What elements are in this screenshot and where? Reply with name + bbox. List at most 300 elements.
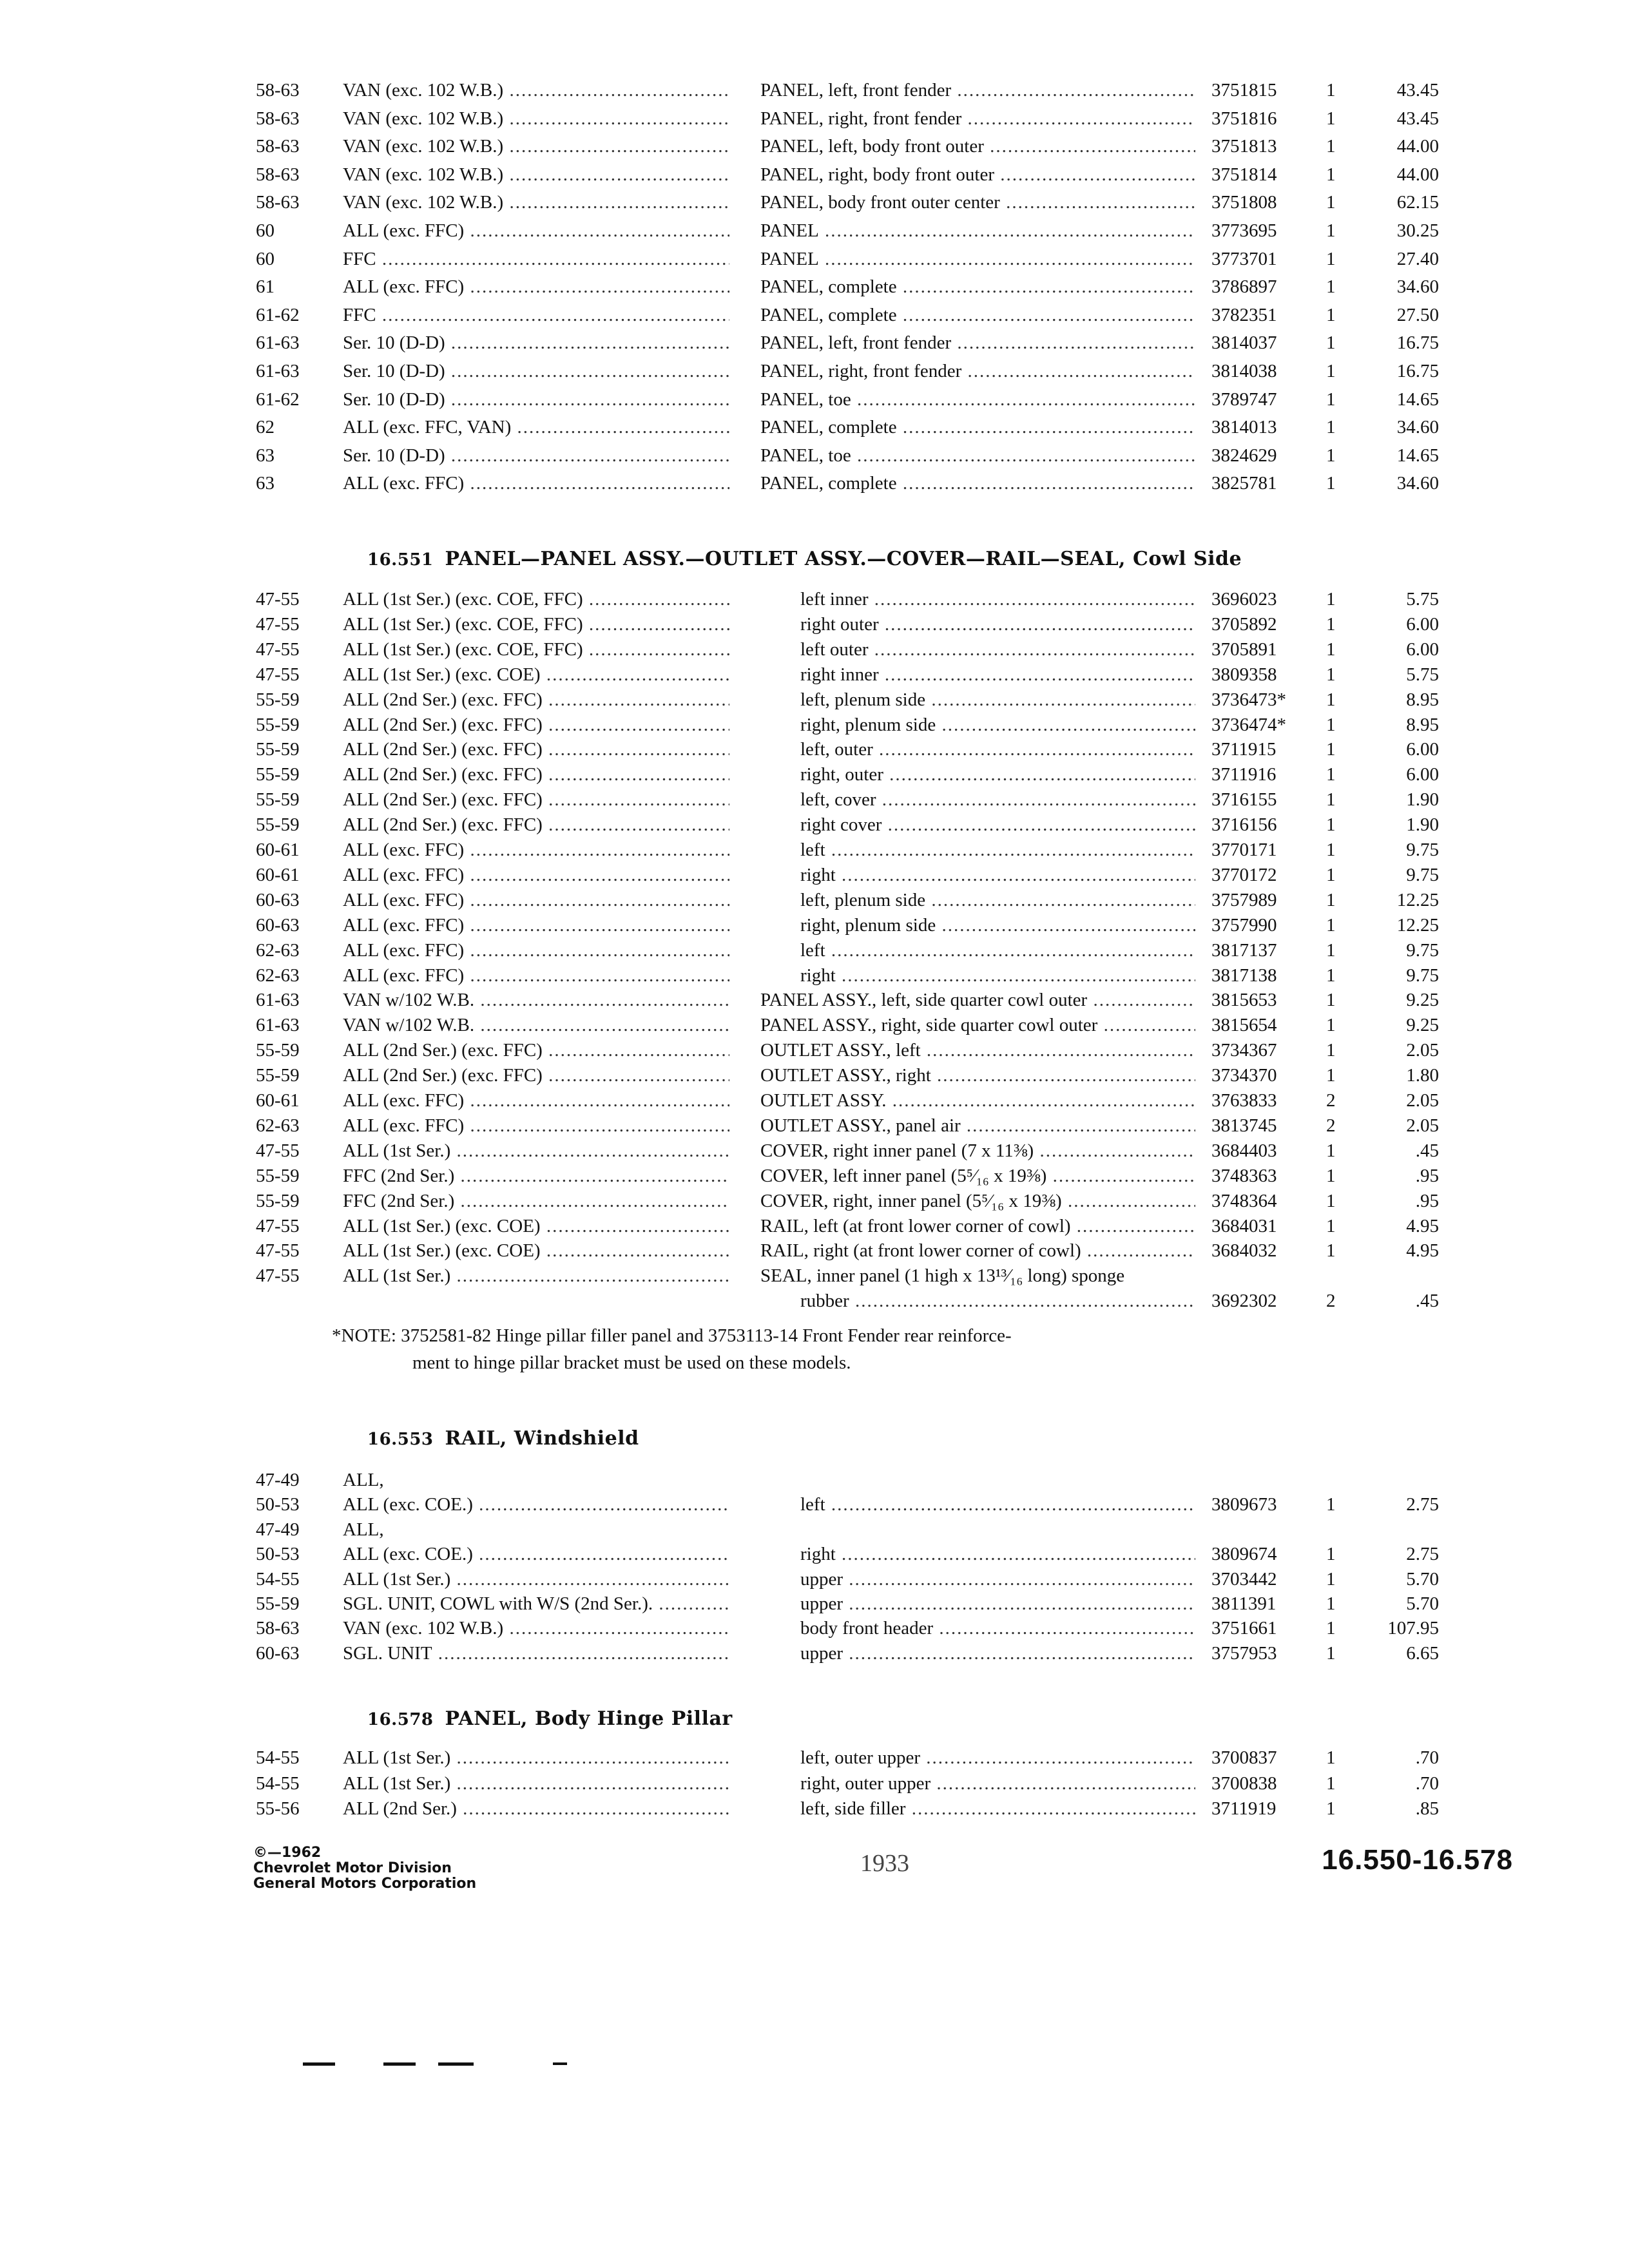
quantity: 1	[1326, 1015, 1336, 1036]
table-row	[0, 1771, 1629, 1796]
table-row	[0, 162, 1629, 187]
description: upper .....	[800, 1566, 1195, 1592]
year-range: 60-63	[256, 889, 300, 910]
quantity: 1	[1326, 332, 1336, 354]
description: PANEL, left, body front outer .....	[760, 133, 1195, 159]
table-row	[0, 1012, 1629, 1038]
model: ALL (exc. FFC) .....	[343, 937, 729, 963]
table-row	[0, 189, 1629, 215]
table-row	[0, 687, 1629, 713]
description: left, plenum side .....	[800, 687, 1195, 713]
model: ALL (1st Ser.) (exc. COE) .....	[343, 1238, 729, 1264]
model: ALL (exc. FFC) .....	[343, 470, 729, 496]
quantity: 1	[1326, 990, 1336, 1011]
table-row	[0, 1640, 1629, 1666]
quantity: 1	[1326, 1190, 1336, 1211]
footnote-line-2: ment to hinge pillar bracket must be used on these models.	[412, 1352, 851, 1373]
part-number: 3757953	[1211, 1642, 1277, 1664]
year-range: 58-63	[256, 192, 300, 213]
price: 1.80	[1406, 1065, 1439, 1086]
part-number: 3705892	[1211, 613, 1277, 635]
price: 43.45	[1396, 108, 1439, 129]
footnote-line-1: *NOTE: 3752581-82 Hinge pillar filler panel and 3753113-14 Front Fender rear reinforce-	[332, 1325, 1012, 1346]
quantity: 1	[1326, 965, 1336, 986]
price: .95	[1415, 1190, 1439, 1211]
quantity: 1	[1326, 689, 1336, 710]
description: SEAL, inner panel (1 high x 13¹³⁄₁₆ long) sponge	[760, 1265, 1125, 1287]
year-range: 55-59	[256, 764, 300, 785]
description: RAIL, right (at front lower corner of cowl) .....	[760, 1238, 1195, 1264]
price: 6.00	[1406, 639, 1439, 660]
quantity: 1	[1326, 1240, 1336, 1262]
model: VAN (exc. 102 W.B.) .....	[343, 77, 729, 103]
price: 27.40	[1396, 248, 1439, 269]
quantity: 1	[1326, 220, 1336, 241]
model: ALL (2nd Ser.) (exc. FFC) .....	[343, 812, 729, 838]
table-row	[0, 1566, 1629, 1592]
description: right cover .....	[800, 812, 1195, 838]
description: COVER, right, inner panel (5⁵⁄₁₆ x 19⅜) .....	[760, 1188, 1195, 1214]
description: left, plenum side .....	[800, 887, 1195, 913]
year-range: 50-53	[256, 1494, 300, 1515]
price: 27.50	[1396, 304, 1439, 325]
description: right .....	[800, 963, 1195, 988]
price: .70	[1415, 1773, 1439, 1794]
table-row	[0, 862, 1629, 888]
year-range: 47-55	[256, 664, 300, 685]
table-row	[0, 218, 1629, 244]
year-range: 50-53	[256, 1544, 300, 1565]
part-number: 3711915	[1211, 739, 1277, 760]
part-number: 3757990	[1211, 914, 1277, 936]
quantity: 1	[1326, 136, 1336, 157]
year-range: 55-59	[256, 1040, 300, 1061]
publisher-block	[253, 1845, 476, 1892]
year-range: 63	[256, 445, 275, 466]
description-continued: rubber .....	[800, 1288, 1195, 1314]
table-row	[0, 1138, 1629, 1164]
price: 6.65	[1406, 1642, 1439, 1664]
section-title: RAIL, Windshield	[445, 1427, 639, 1450]
description: left .....	[800, 1492, 1195, 1517]
table-row	[0, 712, 1629, 738]
part-number: 3684403	[1211, 1140, 1277, 1161]
model: VAN (exc. 102 W.B.) .....	[343, 133, 729, 159]
price: 1.90	[1406, 814, 1439, 836]
part-number: 3770172	[1211, 864, 1277, 885]
description: PANEL, left, front fender .....	[760, 330, 1195, 356]
part-number: 3786897	[1211, 276, 1277, 298]
description: right .....	[800, 862, 1195, 888]
table-row	[0, 470, 1629, 496]
section-title: PANEL, Body Hinge Pillar	[445, 1707, 733, 1730]
price: 8.95	[1406, 714, 1439, 735]
model: ALL (exc. FFC) .....	[343, 912, 729, 938]
description: left inner .....	[800, 586, 1195, 612]
year-range: 63	[256, 473, 275, 494]
model: ALL (2nd Ser.) (exc. FFC) .....	[343, 736, 729, 762]
table-row	[0, 1213, 1629, 1239]
model: VAN (exc. 102 W.B.) .....	[343, 189, 729, 215]
description: OUTLET ASSY., right .....	[760, 1062, 1195, 1088]
table-row	[0, 1238, 1629, 1264]
part-number: 3751813	[1211, 136, 1277, 157]
description: PANEL, right, front fender .....	[760, 358, 1195, 384]
price: 8.95	[1406, 689, 1439, 710]
description: PANEL .....	[760, 246, 1195, 272]
table-row	[0, 662, 1629, 687]
section-range: 16.550-16.578	[1322, 1844, 1513, 1876]
price: 16.75	[1396, 361, 1439, 381]
table-row-continued	[0, 1288, 1629, 1314]
section-heading-16-551	[367, 548, 1242, 570]
part-number: 3736473*	[1211, 689, 1286, 710]
description: OUTLET ASSY., panel air .....	[760, 1113, 1195, 1139]
quantity: 1	[1326, 1544, 1336, 1565]
model: ALL (1st Ser.) .....	[343, 1745, 729, 1771]
quantity: 1	[1326, 889, 1336, 910]
year-range: 55-59	[256, 1065, 300, 1086]
quantity: 1	[1326, 304, 1336, 325]
part-number: 3813745	[1211, 1115, 1277, 1136]
table-row	[0, 1492, 1629, 1517]
table-row	[0, 987, 1629, 1013]
model: ALL (exc. COE.) .....	[343, 1492, 729, 1517]
model: ALL,	[343, 1470, 384, 1490]
year-range: 62-63	[256, 1115, 300, 1136]
model: SGL. UNIT, COWL with W/S (2nd Ser.). .....	[343, 1591, 729, 1617]
part-number: 3809673	[1211, 1494, 1277, 1515]
model: ALL (2nd Ser.) (exc. FFC) .....	[343, 1037, 729, 1063]
table-row	[0, 887, 1629, 913]
year-range: 47-55	[256, 1215, 300, 1236]
part-number: 3770171	[1211, 840, 1277, 860]
table-row	[0, 1188, 1629, 1214]
model: FFC .....	[343, 246, 729, 272]
price: 1.90	[1406, 789, 1439, 811]
year-range: 60-63	[256, 914, 300, 936]
quantity: 1	[1326, 814, 1336, 836]
description: right, plenum side .....	[800, 912, 1195, 938]
description: right outer .....	[800, 611, 1195, 637]
part-number: 3809674	[1211, 1544, 1277, 1565]
part-number: 3817138	[1211, 965, 1277, 986]
quantity: 1	[1326, 164, 1336, 185]
section-heading-16-553	[367, 1427, 639, 1450]
section-number: 16.578	[367, 1710, 434, 1729]
model: ALL (1st Ser.) (exc. COE) .....	[343, 662, 729, 687]
model: ALL (1st Ser.) .....	[343, 1138, 729, 1164]
year-range: 60-61	[256, 840, 300, 860]
part-number: 3696023	[1211, 589, 1277, 610]
price: 4.95	[1406, 1240, 1439, 1262]
part-number: 3814038	[1211, 361, 1277, 381]
description: PANEL, complete .....	[760, 414, 1195, 440]
table-row	[0, 1467, 1629, 1493]
part-number: 3782351	[1211, 304, 1277, 325]
model: Ser. 10 (D-D) .....	[343, 358, 729, 384]
quantity: 1	[1326, 389, 1336, 410]
part-number: 3700837	[1211, 1747, 1277, 1768]
description: RAIL, left (at front lower corner of cowl) .....	[760, 1213, 1195, 1239]
year-range: 47-49	[256, 1470, 300, 1490]
price: 107.95	[1387, 1618, 1439, 1639]
table-row	[0, 330, 1629, 356]
year-range: 60-61	[256, 864, 300, 885]
part-number: 3814037	[1211, 332, 1277, 354]
part-number: 3734367	[1211, 1040, 1277, 1061]
model: Ser. 10 (D-D) .....	[343, 387, 729, 412]
price: 9.75	[1406, 840, 1439, 860]
table-row	[0, 762, 1629, 787]
quantity: 1	[1326, 1140, 1336, 1161]
table-row	[0, 812, 1629, 838]
description: right, outer upper .....	[800, 1771, 1195, 1796]
year-range: 47-55	[256, 1140, 300, 1161]
price: 9.25	[1406, 990, 1439, 1011]
quantity: 1	[1326, 1040, 1336, 1061]
quantity: 1	[1326, 939, 1336, 961]
description: left outer .....	[800, 637, 1195, 662]
price: .70	[1415, 1747, 1439, 1768]
price: 9.25	[1406, 1015, 1439, 1036]
model: ALL (exc. FFC) .....	[343, 887, 729, 913]
table-row	[0, 77, 1629, 103]
part-number: 3809358	[1211, 664, 1277, 685]
table-row	[0, 1541, 1629, 1567]
model: ALL (1st Ser.) (exc. COE) .....	[343, 1213, 729, 1239]
year-range: 60-61	[256, 1090, 300, 1111]
description: left .....	[800, 937, 1195, 963]
table-row	[0, 912, 1629, 938]
model: Ser. 10 (D-D) .....	[343, 330, 729, 356]
year-range: 47-49	[256, 1519, 300, 1540]
model: VAN w/102 W.B. .....	[343, 987, 729, 1013]
model: ALL (1st Ser.) (exc. COE, FFC) .....	[343, 611, 729, 637]
year-range: 61-63	[256, 1015, 300, 1036]
quantity: 1	[1326, 473, 1336, 494]
model: ALL (2nd Ser.) (exc. FFC) .....	[343, 762, 729, 787]
year-range: 58-63	[256, 80, 300, 101]
price: 5.75	[1406, 664, 1439, 685]
table-row	[0, 1062, 1629, 1088]
year-range: 54-55	[256, 1568, 300, 1590]
year-range: 60	[256, 220, 275, 241]
year-range: 54-55	[256, 1747, 300, 1768]
division-name: Chevrolet Motor Division	[253, 1860, 452, 1876]
part-number: 3692302	[1211, 1291, 1277, 1312]
price: 16.75	[1396, 332, 1439, 354]
price: .85	[1415, 1798, 1439, 1819]
description: body front header .....	[800, 1615, 1195, 1641]
description: COVER, right inner panel (7 x 11⅜) .....	[760, 1138, 1195, 1164]
quantity: 1	[1326, 1593, 1336, 1614]
price: 34.60	[1396, 417, 1439, 438]
year-range: 61-62	[256, 304, 300, 325]
part-number: 3773695	[1211, 220, 1277, 241]
model: ALL (exc. FFC, VAN) .....	[343, 414, 729, 440]
year-range: 55-59	[256, 814, 300, 836]
price: 2.75	[1406, 1544, 1439, 1565]
year-range: 55-59	[256, 1190, 300, 1211]
part-number: 3751816	[1211, 108, 1277, 129]
table-row	[0, 1088, 1629, 1113]
quantity: 1	[1326, 445, 1336, 466]
model: ALL (exc. FFC) .....	[343, 274, 729, 300]
part-number: 3815654	[1211, 1015, 1277, 1036]
quantity: 1	[1326, 840, 1336, 860]
scan-mark	[553, 2062, 567, 2065]
price: 14.65	[1396, 389, 1439, 410]
model: VAN (exc. 102 W.B.) .....	[343, 1615, 729, 1641]
part-number: 3716155	[1211, 789, 1277, 811]
description: COVER, left inner panel (5⁵⁄₁₆ x 19⅜) .....	[760, 1163, 1195, 1189]
description: PANEL .....	[760, 218, 1195, 244]
section-number: 16.553	[367, 1430, 434, 1449]
price: .45	[1415, 1291, 1439, 1312]
quantity: 1	[1326, 1494, 1336, 1515]
price: 2.05	[1406, 1115, 1439, 1136]
description: PANEL, left, front fender .....	[760, 77, 1195, 103]
model: ALL (exc. FFC) .....	[343, 837, 729, 863]
quantity: 1	[1326, 108, 1336, 129]
year-range: 47-55	[256, 1265, 300, 1287]
year-range: 55-59	[256, 714, 300, 735]
price: 44.00	[1396, 136, 1439, 157]
quantity: 1	[1326, 1215, 1336, 1236]
price: 9.75	[1406, 939, 1439, 961]
table-row	[0, 1796, 1629, 1821]
description: left, side filler .....	[800, 1796, 1195, 1821]
model: ALL (exc. FFC) .....	[343, 963, 729, 988]
model: ALL (1st Ser.) .....	[343, 1566, 729, 1592]
model: VAN (exc. 102 W.B.) .....	[343, 162, 729, 187]
table-row	[0, 963, 1629, 988]
price: 5.70	[1406, 1568, 1439, 1590]
price: 4.95	[1406, 1215, 1439, 1236]
price: 14.65	[1396, 445, 1439, 466]
year-range: 55-56	[256, 1798, 300, 1819]
part-number: 3734370	[1211, 1065, 1277, 1086]
description: PANEL, complete .....	[760, 274, 1195, 300]
part-number: 3814013	[1211, 417, 1277, 438]
table-row	[0, 387, 1629, 412]
price: 9.75	[1406, 864, 1439, 885]
model: FFC (2nd Ser.) .....	[343, 1163, 729, 1189]
price: 2.75	[1406, 1494, 1439, 1515]
description: right inner .....	[800, 662, 1195, 687]
description: PANEL, complete .....	[760, 470, 1195, 496]
part-number: 3824629	[1211, 445, 1277, 466]
table-row	[0, 274, 1629, 300]
model: ALL (exc. FFC) .....	[343, 218, 729, 244]
model: Ser. 10 (D-D) .....	[343, 443, 729, 468]
quantity: 1	[1326, 80, 1336, 101]
year-range: 58-63	[256, 136, 300, 157]
description: right, outer .....	[800, 762, 1195, 787]
quantity: 1	[1326, 1065, 1336, 1086]
description: PANEL, toe .....	[760, 387, 1195, 412]
quantity: 1	[1326, 276, 1336, 298]
description: left, outer upper .....	[800, 1745, 1195, 1771]
table-row	[0, 106, 1629, 131]
part-number: 3748363	[1211, 1165, 1277, 1186]
year-range: 62	[256, 417, 275, 438]
part-number: 3684031	[1211, 1215, 1277, 1236]
year-range: 61-63	[256, 332, 300, 354]
table-row	[0, 302, 1629, 328]
corporation-name: General Motors Corporation	[253, 1876, 477, 1892]
description: OUTLET ASSY., left .....	[760, 1037, 1195, 1063]
part-number: 3773701	[1211, 248, 1277, 269]
quantity: 2	[1326, 1115, 1336, 1136]
page-number: 1933	[860, 1850, 909, 1877]
table-row	[0, 358, 1629, 384]
quantity: 1	[1326, 664, 1336, 685]
table-row	[0, 133, 1629, 159]
price: 34.60	[1396, 276, 1439, 298]
description: right .....	[800, 1541, 1195, 1567]
quantity: 1	[1326, 361, 1336, 381]
year-range: 54-55	[256, 1773, 300, 1794]
model: ALL (2nd Ser.) .....	[343, 1796, 729, 1821]
model: SGL. UNIT .....	[343, 1640, 729, 1666]
quantity: 1	[1326, 1773, 1336, 1794]
model: ALL (exc. COE.) .....	[343, 1541, 729, 1567]
quantity: 1	[1326, 1165, 1336, 1186]
section-number: 16.551	[367, 550, 434, 570]
price: 12.25	[1396, 889, 1439, 910]
table-row	[0, 586, 1629, 612]
year-range: 47-55	[256, 639, 300, 660]
part-number: 3751815	[1211, 80, 1277, 101]
price: 44.00	[1396, 164, 1439, 185]
part-number: 3684032	[1211, 1240, 1277, 1262]
part-number: 3815653	[1211, 990, 1277, 1011]
year-range: 55-59	[256, 739, 300, 760]
price: 2.05	[1406, 1090, 1439, 1111]
model: ALL (1st Ser.) (exc. COE, FFC) .....	[343, 637, 729, 662]
part-number: 3700838	[1211, 1773, 1277, 1794]
description: OUTLET ASSY. .....	[760, 1088, 1195, 1113]
model: ALL (2nd Ser.) (exc. FFC) .....	[343, 1062, 729, 1088]
price: .45	[1415, 1140, 1439, 1161]
scan-mark	[383, 2062, 416, 2066]
year-range: 55-59	[256, 689, 300, 710]
part-number: 3716156	[1211, 814, 1277, 836]
table-row	[0, 837, 1629, 863]
table-row	[0, 1517, 1629, 1542]
quantity: 1	[1326, 248, 1336, 269]
model: ALL (2nd Ser.) (exc. FFC) .....	[343, 787, 729, 812]
quantity: 1	[1326, 739, 1336, 760]
year-range: 61	[256, 276, 275, 298]
model: ALL (exc. FFC) .....	[343, 862, 729, 888]
year-range: 47-55	[256, 1240, 300, 1262]
price: 5.75	[1406, 589, 1439, 610]
part-number: 3789747	[1211, 389, 1277, 410]
quantity: 1	[1326, 864, 1336, 885]
description: PANEL, right, body front outer .....	[760, 162, 1195, 187]
quantity: 1	[1326, 1618, 1336, 1639]
price: 9.75	[1406, 965, 1439, 986]
table-row	[0, 1615, 1629, 1641]
quantity: 1	[1326, 1642, 1336, 1664]
year-range: 55-59	[256, 789, 300, 811]
table-row	[0, 1591, 1629, 1617]
description: right, plenum side .....	[800, 712, 1195, 738]
model: ALL (1st Ser.) (exc. COE, FFC) .....	[343, 586, 729, 612]
